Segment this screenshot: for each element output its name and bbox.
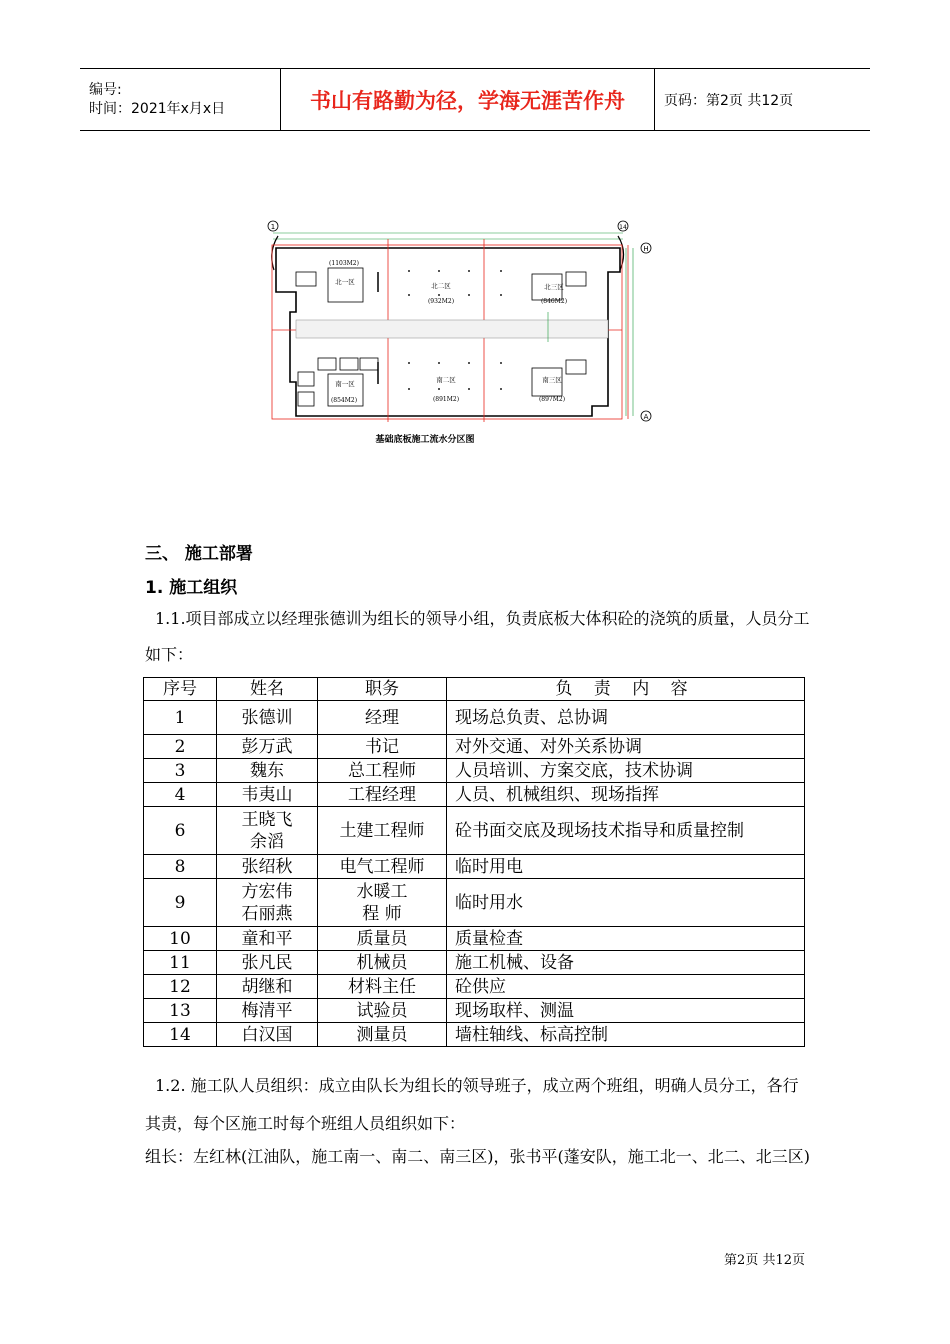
- cell-duty: 现场取样、测温: [447, 999, 805, 1023]
- zone-name-south1: 南一区: [335, 380, 355, 388]
- zone-name-north2: 北二区: [431, 282, 451, 290]
- cell-name: 王晓飞 余滔: [217, 807, 318, 855]
- header-role: 职务: [318, 678, 447, 701]
- cell-name: 方宏伟 石丽燕: [217, 879, 318, 927]
- document-number: 编号:: [89, 81, 122, 98]
- zone-name-north3: 北三区: [544, 283, 564, 291]
- cell-no: 10: [144, 927, 217, 951]
- cell-role: 材料主任: [318, 975, 447, 999]
- zone-area-south1: (854M2): [330, 397, 358, 404]
- cell-name: 张绍秋: [217, 855, 318, 879]
- cell-name: 韦夷山: [217, 783, 318, 807]
- figure-caption: 基础底板施工流水分区图: [375, 435, 475, 445]
- table-header-row: [144, 678, 805, 701]
- table-row: [144, 807, 805, 855]
- foundation-zoning-plan: [248, 212, 658, 452]
- header-meta: [80, 69, 281, 130]
- table-row: [144, 951, 805, 975]
- table-row: [144, 855, 805, 879]
- header-no: 序号: [144, 678, 217, 701]
- zone-area-north2: (932M2): [427, 298, 455, 305]
- axis-label-14: 14: [619, 224, 627, 231]
- cell-duty: 人员、机械组织、现场指挥: [447, 783, 805, 807]
- cell-duty: 临时用水: [447, 879, 805, 927]
- table-row: [144, 1023, 805, 1047]
- cell-name: 梅清平: [217, 999, 318, 1023]
- cell-duty: 质量检查: [447, 927, 805, 951]
- cell-role: 机械员: [318, 951, 447, 975]
- cell-name: 彭万武: [217, 735, 318, 759]
- axis-label-1: 1: [270, 223, 276, 231]
- cell-duty: 临时用电: [447, 855, 805, 879]
- paragraph-team-leaders: 组长：左红林(江油队，施工南一、南二、南三区)，张书平(蓬安队，施工北一、北二、北三区): [145, 1147, 810, 1166]
- cell-duty: 砼书面交底及现场技术指导和质量控制: [447, 807, 805, 855]
- cell-role: 经理: [318, 701, 447, 735]
- cell-role: 电气工程师: [318, 855, 447, 879]
- cell-role: 质量员: [318, 927, 447, 951]
- zone-area-south2: (891M2): [432, 396, 460, 403]
- cell-duty: 墙柱轴线、标高控制: [447, 1023, 805, 1047]
- cell-name: 张凡民: [217, 951, 318, 975]
- cell-no: 1: [144, 701, 217, 735]
- page-header: [80, 68, 870, 131]
- zone-name-south3: 南三区: [542, 376, 562, 384]
- cell-no: 12: [144, 975, 217, 999]
- cell-name: 张德训: [217, 701, 318, 735]
- cell-name: 童和平: [217, 927, 318, 951]
- cell-no: 6: [144, 807, 217, 855]
- zone-area-north3: (846M2): [540, 298, 568, 305]
- cell-role: 书记: [318, 735, 447, 759]
- staff-table: [143, 677, 805, 1047]
- cell-no: 3: [144, 759, 217, 783]
- cell-role: 总工程师: [318, 759, 447, 783]
- axis-label-H: H: [643, 245, 649, 253]
- table-row: [144, 927, 805, 951]
- zone-name-north1: 北一区: [335, 278, 355, 286]
- cell-no: 9: [144, 879, 217, 927]
- cell-name: 魏东: [217, 759, 318, 783]
- table-row: [144, 759, 805, 783]
- cell-no: 8: [144, 855, 217, 879]
- cell-role: 工程经理: [318, 783, 447, 807]
- cell-no: 14: [144, 1023, 217, 1047]
- table-row: [144, 975, 805, 999]
- paragraph-1-1: 1.1.项目部成立以经理张德训为组长的领导小组，负责底板大体积砼的浇筑的质量，人员分工如下：: [145, 609, 810, 664]
- header-motto: 书山有路勤为径，学海无涯苦作舟: [281, 69, 655, 130]
- paragraph-1-2: 1.2. 施工队人员组织：成立由队长为组长的领导班子，成立两个班组，明确人员分工，各行其责，每个区施工时每个班组人员组织如下：: [145, 1076, 799, 1133]
- cell-duty: 对外交通、对外关系协调: [447, 735, 805, 759]
- cell-duty: 现场总负责、总协调: [447, 701, 805, 735]
- axis-label-A: A: [643, 413, 649, 421]
- cell-no: 11: [144, 951, 217, 975]
- header-page-number: 页码：第2页 共12页: [664, 92, 794, 109]
- cell-duty: 施工机械、设备: [447, 951, 805, 975]
- cell-no: 4: [144, 783, 217, 807]
- zone-area-north1: (1103M2): [329, 260, 359, 267]
- cell-duty: 砼供应: [447, 975, 805, 999]
- header-name: 姓名: [217, 678, 318, 701]
- section-title-organization: 1. 施工组织: [145, 578, 238, 598]
- page-footer: 第2页 共12页: [724, 1253, 805, 1268]
- cell-no: 2: [144, 735, 217, 759]
- cell-role: 试验员: [318, 999, 447, 1023]
- table-row: [144, 701, 805, 735]
- cell-name: 白汉国: [217, 1023, 318, 1047]
- section-title-deployment: 三、 施工部署: [145, 544, 253, 564]
- table-row: [144, 735, 805, 759]
- cell-duty: 人员培训、方案交底，技术协调: [447, 759, 805, 783]
- zone-area-south3: (897M2): [538, 396, 566, 403]
- cell-role: 土建工程师: [318, 807, 447, 855]
- table-row: [144, 879, 805, 927]
- zone-name-south2: 南二区: [436, 376, 456, 384]
- cell-no: 13: [144, 999, 217, 1023]
- table-row: [144, 783, 805, 807]
- header-duty: 负 责 内 容: [447, 678, 805, 701]
- cell-name: 胡继和: [217, 975, 318, 999]
- document-date: 时间：2021年x月x日: [89, 100, 226, 117]
- cell-role: 测量员: [318, 1023, 447, 1047]
- cell-role: 水暖工 程 师: [318, 879, 447, 927]
- table-row: [144, 999, 805, 1023]
